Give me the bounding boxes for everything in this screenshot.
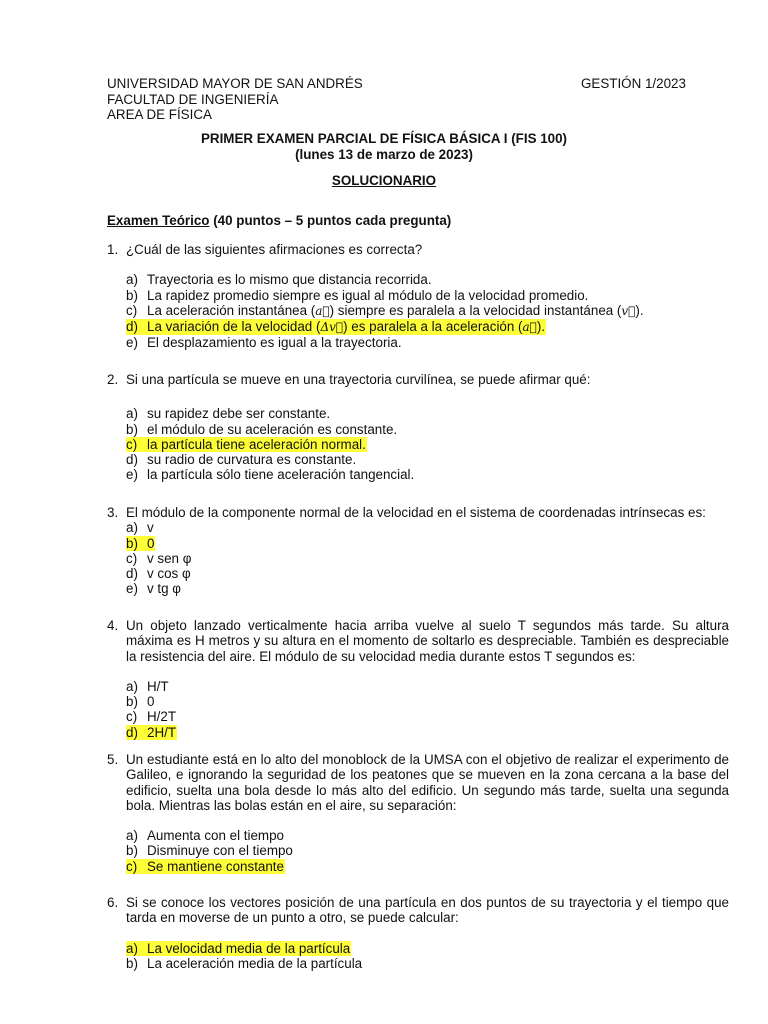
exam-title-line2: (lunes 13 de marzo de 2023) — [295, 147, 473, 162]
exam-label: Examen Teórico — [107, 213, 210, 228]
question-text: ¿Cuál de las siguientes afirmaciones es correcta? — [126, 242, 423, 257]
option-d-correct: d) 2H/T — [126, 724, 177, 740]
option-e: e) v tg φ — [126, 581, 181, 597]
exam-section-heading — [107, 213, 451, 229]
question-number: 2. — [107, 372, 119, 387]
faculty-name: FACULTAD DE INGENIERÍA — [107, 91, 279, 107]
question-text: Si se conoce los vectores posición de una partícula en dos puntos de su trayectoria y el tiempo que tarda en moverse de un punto a otro, se puede calcular: — [126, 895, 729, 926]
question-number: 4. — [107, 618, 119, 633]
option-c-correct: c) Se mantiene constante — [126, 858, 284, 874]
question-text: Un estudiante está en lo alto del monoblock de la UMSA con el objetivo de realizar el experimento de Galileo, e ignorando la seguridad de los peatones que se mueven en la zona cercana a la base del edificio, suelta una bola desde lo más alto del edificio. Un segundo más tarde, suelta una segunda bola. Mientras las bolas están en el aire, su separación: — [126, 752, 729, 813]
exam-detail: (40 puntos – 5 puntos cada pregunta) — [213, 213, 452, 228]
option-e: e) El desplazamiento es igual a la trayectoria. — [126, 335, 402, 351]
option-b: b) Disminuye con el tiempo — [126, 843, 293, 859]
option-c-correct: c) la partícula tiene aceleración normal. — [126, 436, 366, 452]
question-number: 3. — [107, 505, 119, 520]
question-6 — [107, 895, 729, 971]
question-4 — [107, 618, 729, 740]
option-c: c) v sen φ — [126, 550, 192, 566]
option-d: d) su radio de curvatura es constante. — [126, 452, 357, 468]
question-text: El módulo de la componente normal de la velocidad en el sistema de coordenadas intrínsecas es: — [126, 505, 706, 520]
option-a: a) Trayectoria es lo mismo que distancia recorrida. — [126, 272, 432, 288]
gestion-label: GESTIÓN 1/2023 — [581, 76, 686, 91]
option-a: a) H/T — [126, 678, 169, 694]
option-b: b) La rapidez promedio siempre es igual al módulo de la velocidad promedio. — [126, 287, 589, 303]
question-2 — [107, 372, 729, 483]
question-5 — [107, 752, 729, 874]
option-a-correct: a) La velocidad media de la partícula — [126, 940, 351, 956]
option-b: b) 0 — [126, 694, 155, 710]
option-c: c) H/2T — [126, 709, 177, 725]
question-text: Si una partícula se mueve en una trayectoria curvilínea, se puede afirmar qué: — [126, 372, 591, 387]
question-number: 6. — [107, 895, 119, 910]
question-number: 1. — [107, 242, 119, 257]
university-name: UNIVERSIDAD MAYOR DE SAN ANDRÉS — [107, 76, 363, 91]
option-a: a) v — [126, 520, 154, 536]
exam-title — [0, 131, 768, 163]
area-name: AREA DE FÍSICA — [107, 107, 212, 122]
question-3 — [107, 505, 729, 597]
solucionario-title: SOLUCIONARIO — [331, 173, 437, 188]
question-number: 5. — [107, 752, 119, 767]
option-a: a) su rapidez debe ser constante. — [126, 406, 331, 422]
exam-title-line1: PRIMER EXAMEN PARCIAL DE FÍSICA BÁSICA I (FIS 100) — [200, 131, 568, 146]
header-block — [107, 76, 363, 123]
option-d: d) v cos φ — [126, 566, 191, 582]
question-text: Un objeto lanzado verticalmente hacia arriba vuelve al suelo T segundos más tarde. Su altura máxima es H metros y su altura en el momento de soltarlo es despreciable. También es despreciable la resistencia del aire. El módulo de su velocidad media durante estos T segundos es: — [126, 618, 729, 664]
option-b-correct: b) 0 — [126, 535, 155, 551]
option-c: c) La aceleración instantánea (a⃗) siempre es paralela a la velocidad instantánea (v⃗). — [126, 302, 644, 318]
option-d-correct: d) La variación de la velocidad (Δv⃗) es paralela a la aceleración (a⃗). — [126, 319, 546, 335]
question-1 — [107, 242, 729, 351]
option-b: b) La aceleración media de la partícula — [126, 955, 363, 971]
option-e: e) la partícula sólo tiene aceleración tangencial. — [126, 467, 415, 483]
option-b: b) el módulo de su aceleración es constante. — [126, 421, 398, 437]
option-a: a) Aumenta con el tiempo — [126, 828, 284, 844]
